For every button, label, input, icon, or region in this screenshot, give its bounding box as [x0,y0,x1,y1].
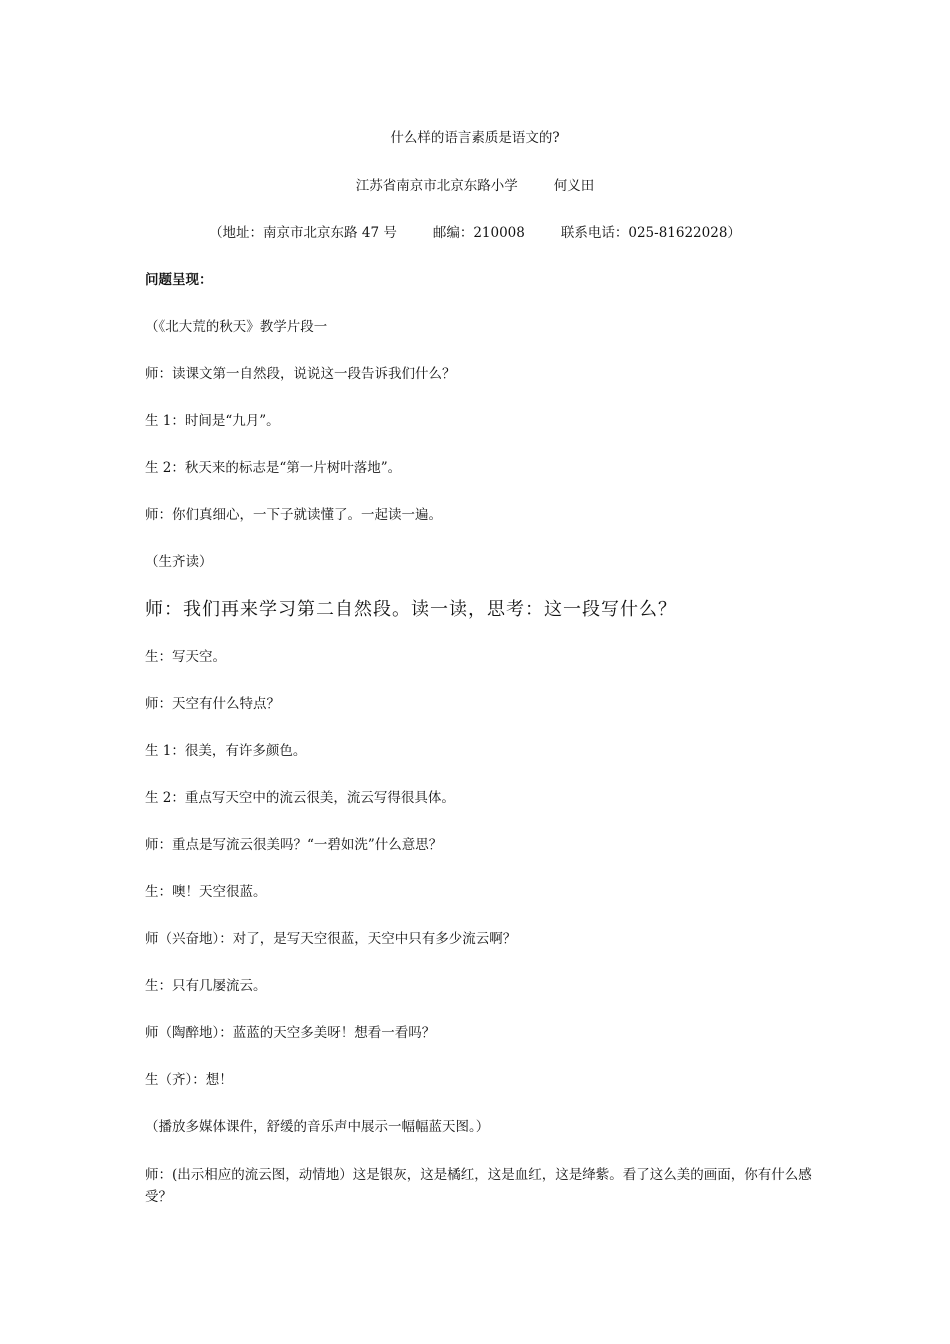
paragraph: 生：只有几屡流云。 [145,978,267,994]
paragraph: 师：你们真细心，一下子就读懂了。一起读一遍。 [145,507,442,523]
section-heading: 问题呈现： [145,272,213,288]
paragraph: 师：(出示相应的流云图，动情地）这是银灰，这是橘红，这是血红，这是绛紫。看了这么美的画面，你有什么感受？ [145,1167,812,1205]
paragraph: 生 2：重点写天空中的流云很美，流云写得很具体。 [145,790,455,806]
paragraph: （生齐读） [145,554,213,570]
paragraph: （《北大荒的秋天》教学片段一 [145,319,328,335]
paragraph: 师：天空有什么特点？ [145,696,280,712]
paragraph: 生：写天空。 [145,649,226,665]
phone-number: 联系电话：025-81622028） [560,225,741,241]
paragraph: 师：读课文第一自然段，说说这一段告诉我们什么？ [145,366,456,382]
author-school: 江苏省南京市北京东路小学 [355,178,518,194]
paragraph: 师（兴奋地）：对了，是写天空很蓝，天空中只有多少流云啊？ [145,931,517,947]
paragraph-emphasis: 师：我们再来学习第二自然段。读一读，思考：这一段写什么？ [145,599,677,620]
zip-code: 邮编：210008 [432,225,525,241]
paragraph: 生（齐）：想！ [145,1072,233,1088]
address-text: （地址：南京市北京东路 47 号 [209,225,397,241]
paragraph: （播放多媒体课件，舒缓的音乐声中展示一幅幅蓝天图。） [145,1119,490,1135]
paragraph: 生 2：秋天来的标志是“第一片树叶落地”。 [145,460,402,476]
paragraph: 师（陶醉地）：蓝蓝的天空多美呀！想看一看吗？ [145,1025,436,1041]
author-name: 何义田 [553,178,595,194]
document-title: 什么样的语言素质是语文的? [390,130,560,146]
address-line [0,223,950,243]
paragraph: 生 1：时间是“九月”。 [145,413,280,429]
paragraph: 生：噢！天空很蓝。 [145,884,267,900]
paragraph: 师：重点是写流云很美吗？“一碧如洗”什么意思？ [145,837,443,853]
paragraph: 生 1：很美，有许多颜色。 [145,743,307,759]
author-line [0,176,950,196]
